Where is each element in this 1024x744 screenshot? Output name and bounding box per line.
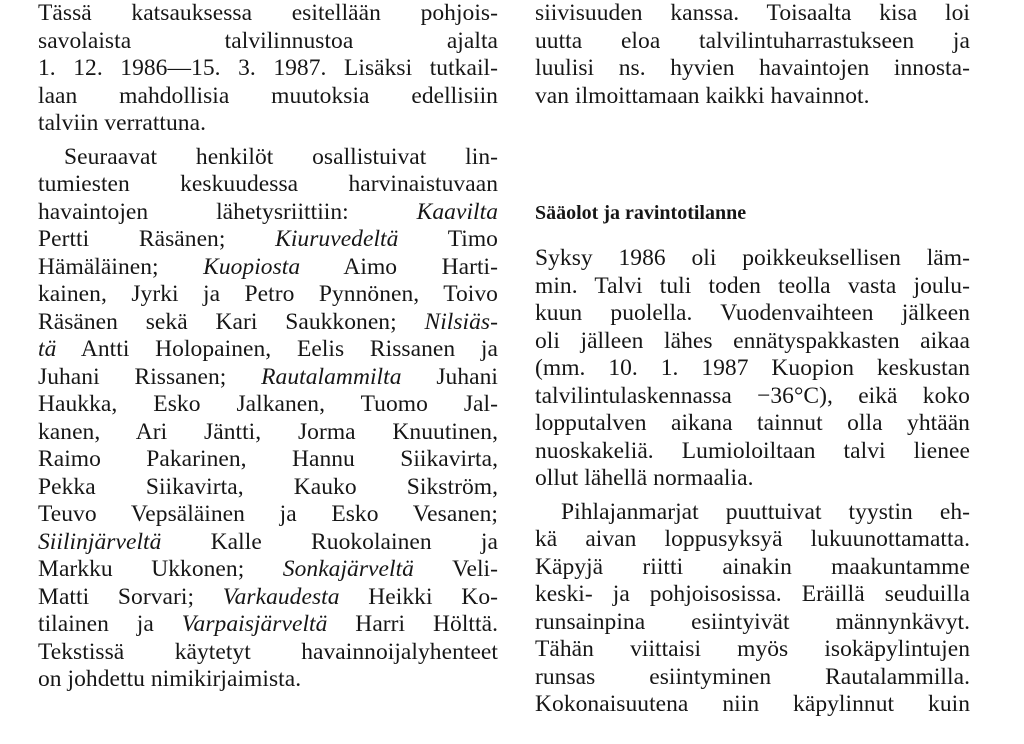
left-line-3 bbox=[38, 55, 498, 81]
text-run: Syksy 1986 oli poikkeuksellisen läm- bbox=[535, 245, 970, 271]
text-run: ollut lähellä normaalia. bbox=[535, 465, 754, 491]
left-line-22 bbox=[38, 584, 498, 610]
text-run: (mm. 10. 1. 1987 Kuopion keskustan bbox=[535, 355, 970, 381]
left-line-21 bbox=[38, 556, 498, 582]
left-line-5 bbox=[38, 110, 206, 136]
text-run: tilainen ja bbox=[38, 611, 182, 637]
text-run: Veli- bbox=[413, 556, 498, 582]
text-run: Tähän viittaisi myös isokäpylintujen bbox=[535, 636, 970, 662]
right-body-line-13 bbox=[535, 581, 970, 607]
right-intro-line-2 bbox=[535, 28, 970, 54]
italic-place-name: Sonkajärveltä bbox=[282, 556, 414, 582]
left-line-6 bbox=[38, 144, 498, 170]
right-body-line-7 bbox=[535, 410, 970, 436]
text-run: Pihlajanmarjat puuttuivat tyystin eh- bbox=[561, 498, 970, 525]
italic-place-name: tä bbox=[38, 336, 57, 362]
left-line-9 bbox=[38, 226, 498, 252]
italic-place-name: Varkaudesta bbox=[222, 583, 340, 610]
text-run: runsas esiintyminen Rautalammilla. bbox=[535, 663, 970, 690]
italic-place-name: Kaavilta bbox=[416, 198, 498, 225]
right-body-line-4 bbox=[535, 328, 970, 354]
text-run: van ilmoittamaan kaikki havainnot. bbox=[535, 82, 870, 109]
left-line-8 bbox=[38, 199, 498, 225]
text-run: kuun puolella. Vuodenvaihteen jälkeen bbox=[535, 300, 970, 326]
left-line-13 bbox=[38, 336, 498, 362]
right-body-line-16 bbox=[535, 664, 970, 690]
text-run: Tekstissä käytetyt havainnoijalyhenteet bbox=[38, 638, 498, 665]
right-body-line-3 bbox=[535, 300, 970, 326]
text-run: Pekka Siikavirta, Kauko Sikström, bbox=[38, 473, 498, 500]
left-line-12 bbox=[38, 309, 498, 335]
text-run: tumiesten keskuudessa harvinaistuvaan bbox=[38, 171, 498, 197]
italic-place-name: Kiuruvedeltä bbox=[275, 226, 399, 252]
right-body-line-8 bbox=[535, 438, 970, 464]
text-run: kanen, Ari Jäntti, Jorma Knuutinen, bbox=[38, 418, 498, 445]
text-run: Markku Ukkonen; bbox=[38, 556, 283, 582]
left-line-2 bbox=[38, 28, 498, 54]
italic-place-name: Rautalammilta bbox=[261, 363, 402, 390]
text-run: keski- ja pohjoisosissa. Eräillä seuduilla bbox=[535, 581, 970, 607]
text-run: luulisi ns. hyvien havaintojen innosta- bbox=[535, 55, 970, 81]
text-run: runsainpina esiintyivät männynkävyt. bbox=[535, 608, 970, 635]
text-run: Matti Sorvari; bbox=[38, 583, 223, 610]
text-run: min. Talvi tuli toden teolla vasta joulu- bbox=[535, 272, 970, 299]
right-body-line-6 bbox=[535, 383, 970, 409]
text-run: Juhani Rissanen; bbox=[38, 363, 262, 390]
text-run: savolaista talvilinnustoa ajalta bbox=[38, 27, 498, 54]
right-body-line-11 bbox=[535, 526, 970, 552]
text-run: havaintojen lähetysriittiin: bbox=[38, 198, 417, 225]
text-run: Aimo Harti- bbox=[300, 253, 498, 280]
left-line-24 bbox=[38, 639, 498, 665]
text-run: Heikki Ko- bbox=[339, 583, 499, 610]
text-run: Hämäläinen; bbox=[38, 253, 204, 280]
left-line-10 bbox=[38, 254, 498, 280]
left-line-25 bbox=[38, 666, 301, 692]
right-body-line-2 bbox=[535, 273, 970, 299]
italic-place-name: Nilsiäs- bbox=[424, 308, 498, 335]
left-line-19 bbox=[38, 501, 498, 527]
text-run: Pertti Räsänen; bbox=[38, 226, 276, 252]
right-intro-line-1 bbox=[535, 0, 970, 26]
left-line-11 bbox=[38, 281, 498, 307]
text-run: Harri Hölttä. bbox=[327, 611, 498, 637]
text-run: kainen, Jyrki ja Petro Pynnönen, Toivo bbox=[38, 281, 498, 307]
text-run: uutta eloa talvilintuharrastukseen ja bbox=[535, 27, 970, 54]
right-body-line-10 bbox=[535, 499, 970, 525]
left-line-17 bbox=[38, 446, 498, 472]
left-line-7 bbox=[38, 171, 498, 197]
text-run: Timo bbox=[398, 226, 498, 252]
text-run: talvilintulaskennassa −36°C), eikä koko bbox=[535, 382, 970, 409]
text-run: Teuvo Vepsäläinen ja Esko Vesanen; bbox=[38, 501, 498, 527]
text-run: Räsänen sekä Kari Saukkonen; bbox=[38, 308, 425, 335]
right-body-line-12 bbox=[535, 554, 970, 580]
italic-place-name: Varpaisjärveltä bbox=[181, 611, 328, 637]
right-intro-line-4 bbox=[535, 83, 870, 109]
right-body-line-15 bbox=[535, 636, 970, 662]
italic-place-name: Siilinjärveltä bbox=[38, 528, 162, 555]
text-run: Seuraavat henkilöt osallistuivat lin- bbox=[64, 143, 498, 170]
left-line-15 bbox=[38, 391, 498, 417]
left-line-4 bbox=[38, 83, 498, 109]
text-run: Juhani bbox=[401, 363, 498, 390]
left-line-18 bbox=[38, 474, 498, 500]
text-run: siivisuuden kanssa. Toisaalta kisa loi bbox=[535, 0, 970, 26]
left-line-23 bbox=[38, 611, 498, 637]
section-heading: Sääolot ja ravintotilanne bbox=[535, 202, 747, 224]
text-run: lopputalven aikana tainnut olla yhtään bbox=[535, 410, 970, 436]
left-line-1 bbox=[38, 0, 498, 26]
italic-place-name: Kuopiosta bbox=[203, 253, 301, 280]
text-run: Tässä katsauksessa esitellään pohjois- bbox=[38, 0, 498, 26]
text-run: oli jälleen lähes ennätyspakkasten aikaa bbox=[535, 327, 970, 354]
text-run: laan mahdollisia muutoksia edellisiin bbox=[38, 82, 498, 109]
text-run: 1. 12. 1986—15. 3. 1987. Lisäksi tutkail- bbox=[38, 55, 498, 81]
text-run: Kalle Ruokolainen ja bbox=[161, 528, 498, 555]
text-run: kä aivan loppusyksyä lukuunottamatta. bbox=[535, 526, 970, 552]
text-run: Antti Holopainen, Eelis Rissanen ja bbox=[56, 336, 498, 362]
right-body-line-5 bbox=[535, 355, 970, 381]
left-line-14 bbox=[38, 364, 498, 390]
text-run: Haukka, Esko Jalkanen, Tuomo Jal- bbox=[38, 391, 498, 417]
text-run: talviin verrattuna. bbox=[38, 110, 206, 136]
right-body-line-17 bbox=[535, 691, 970, 717]
text-run: Käpyjä riitti ainakin maakuntamme bbox=[535, 553, 970, 580]
text-run: on johdettu nimikirjaimista. bbox=[38, 666, 302, 692]
right-body-line-14 bbox=[535, 609, 970, 635]
text-run: Raimo Pakarinen, Hannu Siikavirta, bbox=[38, 446, 498, 472]
left-line-20 bbox=[38, 529, 498, 555]
text-run: nuoskakeliä. Lumioloiltaan talvi lienee bbox=[535, 437, 970, 464]
right-body-line-9 bbox=[535, 465, 754, 491]
right-body-line-1 bbox=[535, 245, 970, 271]
text-run: Kokonaisuutena niin käpylinnut kuin bbox=[535, 691, 970, 717]
left-line-16 bbox=[38, 419, 498, 445]
right-intro-line-3 bbox=[535, 55, 970, 81]
